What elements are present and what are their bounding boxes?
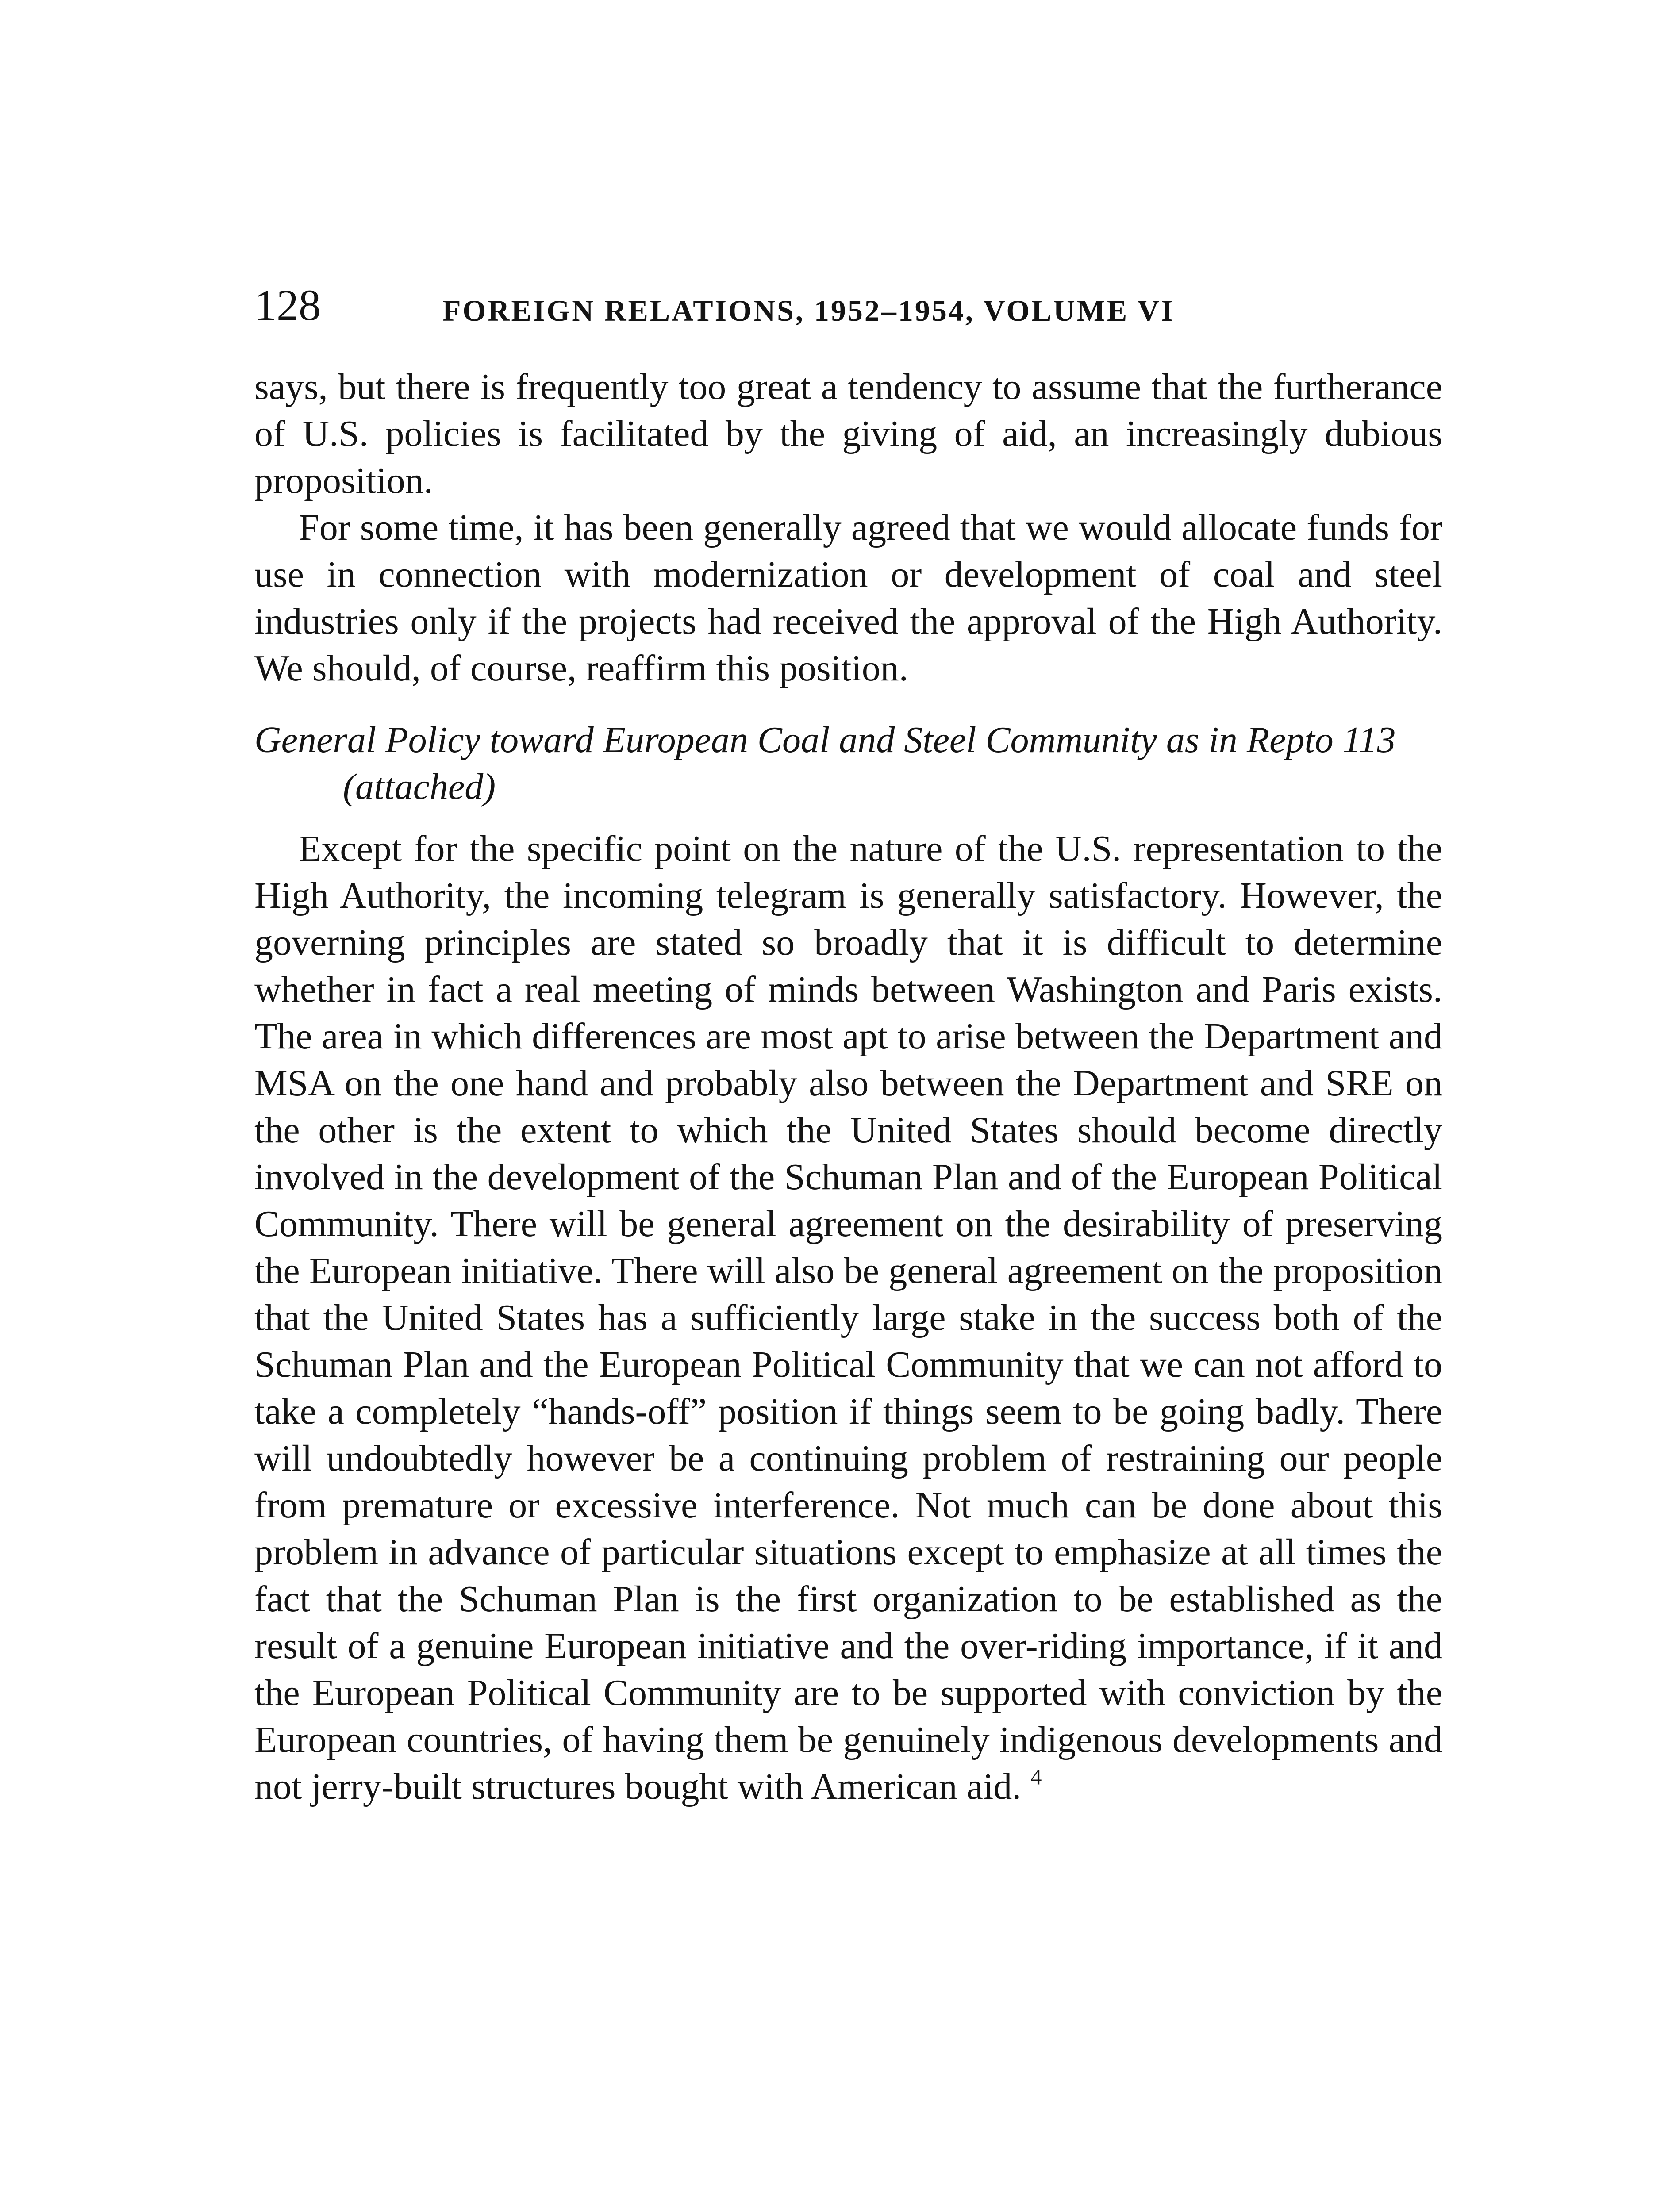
paragraph-allocation-of-funds: For some time, it has been generally agreed that we would allocate funds for use in connection with modernization or development of coal and steel industries only if the projects had received the approval of the High Authority. We should, of course, reaffirm this position. xyxy=(254,507,1442,689)
paragraph-general-policy-text: Except for the specific point on the nature of the U.S. representation to the High Authority, the incoming telegram is generally satisfactory. However, the governing principles are stated so broadly that it is difficult to determine whether in fact a real meeting of minds between Washington and Paris exists. The area in which differences are most apt to arise between the Department and MSA on the one hand and probably also between the Department and SRE on the other is the extent to which the United States should become directly involved in the development of the Schuman Plan and of the European Political Community. There will be general agreement on the desirability of preserving the European initiative. There will also be general agreement on the proposition that the United States has a sufficiently large stake in the success both of the Schuman Plan and the European Political Community that we can not afford to take a completely “hands-off” position if things seem to be going badly. There will undoubtedly however be a continuing problem of restraining our people from premature or excessive interference. Not much can be done about this problem in advance of particular situations except to emphasize at all times the fact that the Schuman Plan is the first organization to be established as the result of a genuine European initiative and the over-riding importance, if it and the European Political Community are to be supported with conviction by the European countries, of having them be genuinely indigenous developments and not jerry-built structures bought with American aid. xyxy=(254,828,1442,1807)
paragraph-continued: says, but there is frequently too great a tendency to assume that the furtherance of U.S. policies is facilitated by the giving of aid, an increasingly dubious proposition. xyxy=(254,366,1442,501)
page-number: 128 xyxy=(254,280,321,330)
page-header xyxy=(254,274,1449,341)
footnote-reference: 4 xyxy=(1030,1764,1042,1790)
paragraph-general-policy xyxy=(254,826,1442,1810)
body-text xyxy=(254,364,1442,1810)
running-head: FOREIGN RELATIONS, 1952–1954, VOLUME VI xyxy=(442,294,1175,327)
section-heading: General Policy toward European Coal and Steel Community as in Repto 113 (attached) xyxy=(254,719,1396,807)
